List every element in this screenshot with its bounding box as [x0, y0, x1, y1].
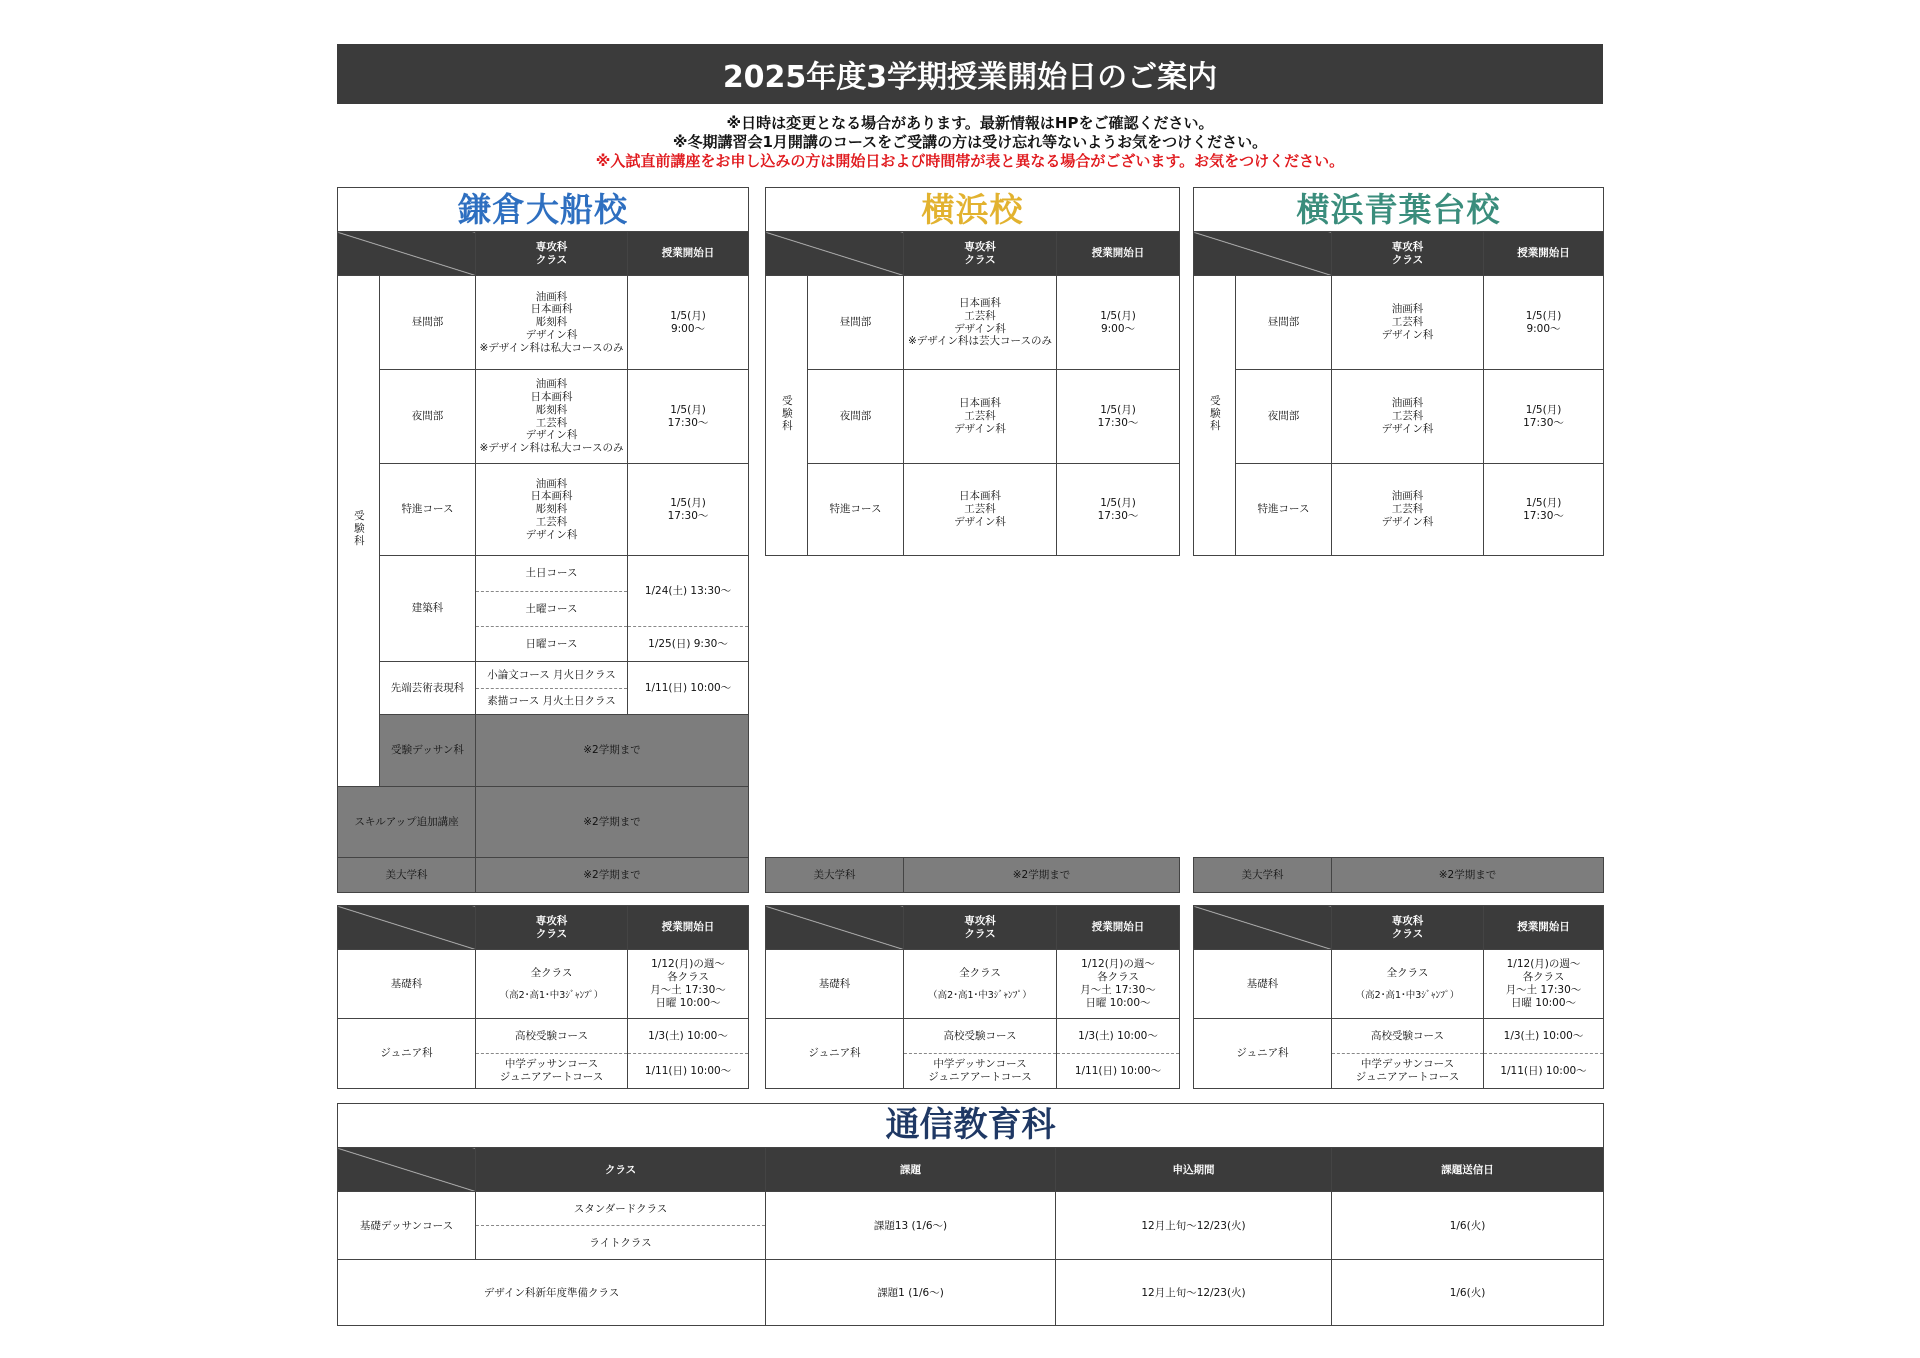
yokohama-bidai-table [765, 857, 1180, 893]
row-label-kiso: 基礎科 [766, 950, 904, 1019]
row-label-kiso: 基礎科 [338, 950, 476, 1019]
classes-yoru: 油画科 日本画科 彫刻科 工芸科 デザイン科 ※デザイン科は私大コースのみ [476, 370, 628, 464]
row-label-bidai: 美大学科 [766, 858, 904, 893]
header-sousin: 課題送信日 [1332, 1148, 1604, 1192]
header-diagonal-cell [766, 232, 904, 276]
kiso-start: 1/12(月)の週～ 各クラス 月～土 17:30～ 日曜 10:00～ [1484, 950, 1604, 1019]
page-title: 2025年度3学期授業開始日のご案内 [337, 44, 1603, 104]
header-start-date: 授業開始日 [1484, 906, 1604, 950]
juken-label: 受験科 [1194, 276, 1236, 556]
yokohama-schedule-table [765, 187, 1180, 556]
row-label-kiso: 基礎科 [1194, 950, 1332, 1019]
junior-course-koko: 高校受験コース [1332, 1019, 1484, 1054]
junior-course-koko: 高校受験コース [476, 1019, 628, 1054]
junior-start-chugaku: 1/11(日) 10:00～ [628, 1054, 749, 1089]
kadai-design-prep: 課題1 (1/6～) [766, 1260, 1056, 1326]
classes-yoru: 油画科 工芸科 デザイン科 [1332, 370, 1484, 464]
row-label-yoru: 夜間部 [1236, 370, 1332, 464]
school-name-yokohama: 横浜校 [766, 188, 1180, 232]
header-class: 専攻科 クラス [476, 232, 628, 276]
start-yoru: 1/5(月) 17:30～ [1057, 370, 1180, 464]
juken-label: 受験科 [338, 276, 380, 787]
header-start-date: 授業開始日 [1484, 232, 1604, 276]
junior-course-chugaku: 中学デッサンコース ジュニアアートコース [1332, 1054, 1484, 1089]
class-standard: スタンダードクラス [476, 1192, 766, 1226]
row-label-junior: ジュニア科 [766, 1019, 904, 1089]
junior-course-chugaku: 中学デッサンコース ジュニアアートコース [904, 1054, 1057, 1089]
notice-line-3-warning: ※入試直前講座をお申し込みの方は開始日および時間帯が表と異なる場合がございます。お気をつけください。 [595, 152, 1345, 170]
aoba-schedule-table [1193, 187, 1604, 556]
dessin-note: ※2学期まで [476, 715, 749, 787]
row-label-hiru: 昼間部 [1236, 276, 1332, 370]
start-yoru: 1/5(月) 17:30～ [1484, 370, 1604, 464]
kenchiku-course-donichi: 土日コース [476, 556, 628, 592]
class-light: ライトクラス [476, 1226, 766, 1260]
kiso-classes: 全クラス （高2･高1･中3ｼﾞｬﾝﾌﾟ） [476, 950, 628, 1019]
bidai-note: ※2学期まで [904, 858, 1180, 893]
aoba-bidai-table [1193, 857, 1604, 893]
start-hiru: 1/5(月) 9:00～ [1057, 276, 1180, 370]
period-kiso-dessin: 12月上旬～12/23(火) [1056, 1192, 1332, 1260]
row-label-dessin: 受験デッサン科 [380, 715, 476, 787]
kiso-classes: 全クラス （高2･高1･中3ｼﾞｬﾝﾌﾟ） [904, 950, 1057, 1019]
junior-start-chugaku: 1/11(日) 10:00～ [1057, 1054, 1180, 1089]
header-diagonal-cell [1194, 906, 1332, 950]
start-hiru: 1/5(月) 9:00～ [628, 276, 749, 370]
tsushin-schedule-table [337, 1103, 1604, 1326]
header-start-date: 授業開始日 [1057, 232, 1180, 276]
classes-hiru: 油画科 日本画科 彫刻科 デザイン科 ※デザイン科は私大コースのみ [476, 276, 628, 370]
yokohama-kiso-junior-table [765, 905, 1180, 1089]
send-kiso-dessin: 1/6(火) [1332, 1192, 1604, 1260]
notice-line-1: ※日時は変更となる場合があります。最新情報はHPをご確認ください。 [726, 114, 1214, 132]
start-tokushin: 1/5(月) 17:30～ [628, 464, 749, 556]
header-class: 専攻科 クラス [904, 906, 1057, 950]
header-diagonal-cell [1194, 232, 1332, 276]
junior-course-chugaku: 中学デッサンコース ジュニアアートコース [476, 1054, 628, 1089]
row-label-junior: ジュニア科 [1194, 1019, 1332, 1089]
period-design-prep: 12月上旬～12/23(火) [1056, 1260, 1332, 1326]
row-label-kiso-dessin: 基礎デッサンコース [338, 1192, 476, 1260]
header-start-date: 授業開始日 [628, 232, 749, 276]
school-name-aoba: 横浜青葉台校 [1194, 188, 1604, 232]
classes-hiru: 日本画科 工芸科 デザイン科 ※デザイン科は芸大コースのみ [904, 276, 1057, 370]
header-class: クラス [476, 1148, 766, 1192]
sentan-course-sobyo: 素描コース 月火土日クラス [476, 689, 628, 715]
header-diagonal-cell [338, 232, 476, 276]
classes-hiru: 油画科 工芸科 デザイン科 [1332, 276, 1484, 370]
start-tokushin: 1/5(月) 17:30～ [1484, 464, 1604, 556]
row-label-tokushin: 特進コース [380, 464, 476, 556]
start-tokushin: 1/5(月) 17:30～ [1057, 464, 1180, 556]
header-class: 専攻科 クラス [1332, 232, 1484, 276]
classes-yoru: 日本画科 工芸科 デザイン科 [904, 370, 1057, 464]
row-label-skillup: スキルアップ追加講座 [338, 787, 476, 858]
school-name-kamakura: 鎌倉大船校 [338, 188, 749, 232]
classes-tokushin: 油画科 日本画科 彫刻科 工芸科 デザイン科 [476, 464, 628, 556]
skillup-note: ※2学期まで [476, 787, 749, 858]
header-class: 専攻科 クラス [476, 906, 628, 950]
kiso-start: 1/12(月)の週～ 各クラス 月～土 17:30～ 日曜 10:00～ [1057, 950, 1180, 1019]
notice-block [337, 114, 1603, 171]
kiso-start: 1/12(月)の週～ 各クラス 月～土 17:30～ 日曜 10:00～ [628, 950, 749, 1019]
header-moushikomi: 申込期間 [1056, 1148, 1332, 1192]
header-start-date: 授業開始日 [628, 906, 749, 950]
row-label-sentan: 先端芸術表現科 [380, 662, 476, 715]
kenchiku-course-sat: 土曜コース [476, 592, 628, 627]
header-diagonal-cell [338, 1148, 476, 1192]
kamakura-schedule-table [337, 187, 749, 893]
row-label-design-prep: デザイン科新年度準備クラス [338, 1260, 766, 1326]
header-class: 専攻科 クラス [904, 232, 1057, 276]
row-label-tokushin: 特進コース [1236, 464, 1332, 556]
kadai-kiso-dessin: 課題13 (1/6～) [766, 1192, 1056, 1260]
kamakura-kiso-junior-table [337, 905, 749, 1089]
bidai-note: ※2学期まで [1332, 858, 1604, 893]
kiso-classes: 全クラス （高2･高1･中3ｼﾞｬﾝﾌﾟ） [1332, 950, 1484, 1019]
row-label-kenchiku: 建築科 [380, 556, 476, 662]
sentan-start: 1/11(日) 10:00～ [628, 662, 749, 715]
notice-line-2: ※冬期講習会1月開講のコースをご受講の方は受け忘れ等ないようお気をつけください。 [672, 133, 1268, 151]
row-label-bidai: 美大学科 [1194, 858, 1332, 893]
row-label-yoru: 夜間部 [380, 370, 476, 464]
header-class: 専攻科 クラス [1332, 906, 1484, 950]
kenchiku-start-sun: 1/25(日) 9:30～ [628, 627, 749, 662]
header-kadai: 課題 [766, 1148, 1056, 1192]
start-hiru: 1/5(月) 9:00～ [1484, 276, 1604, 370]
kenchiku-course-sun: 日曜コース [476, 627, 628, 662]
send-design-prep: 1/6(火) [1332, 1260, 1604, 1326]
header-diagonal-cell [766, 906, 904, 950]
classes-tokushin: 油画科 工芸科 デザイン科 [1332, 464, 1484, 556]
row-label-bidai: 美大学科 [338, 858, 476, 893]
classes-tokushin: 日本画科 工芸科 デザイン科 [904, 464, 1057, 556]
junior-start-koko: 1/3(土) 10:00～ [1057, 1019, 1180, 1054]
junior-course-koko: 高校受験コース [904, 1019, 1057, 1054]
row-label-hiru: 昼間部 [380, 276, 476, 370]
juken-label: 受験科 [766, 276, 808, 556]
tsushin-title: 通信教育科 [338, 1104, 1604, 1148]
kenchiku-start-sat: 1/24(土) 13:30～ [628, 556, 749, 627]
header-start-date: 授業開始日 [1057, 906, 1180, 950]
row-label-hiru: 昼間部 [808, 276, 904, 370]
header-diagonal-cell [338, 906, 476, 950]
sentan-course-shoronbun: 小論文コース 月火日クラス [476, 662, 628, 689]
junior-start-chugaku: 1/11(日) 10:00～ [1484, 1054, 1604, 1089]
junior-start-koko: 1/3(土) 10:00～ [628, 1019, 749, 1054]
aoba-kiso-junior-table [1193, 905, 1604, 1089]
row-label-junior: ジュニア科 [338, 1019, 476, 1089]
bidai-note: ※2学期まで [476, 858, 749, 893]
start-yoru: 1/5(月) 17:30～ [628, 370, 749, 464]
junior-start-koko: 1/3(土) 10:00～ [1484, 1019, 1604, 1054]
row-label-tokushin: 特進コース [808, 464, 904, 556]
row-label-yoru: 夜間部 [808, 370, 904, 464]
